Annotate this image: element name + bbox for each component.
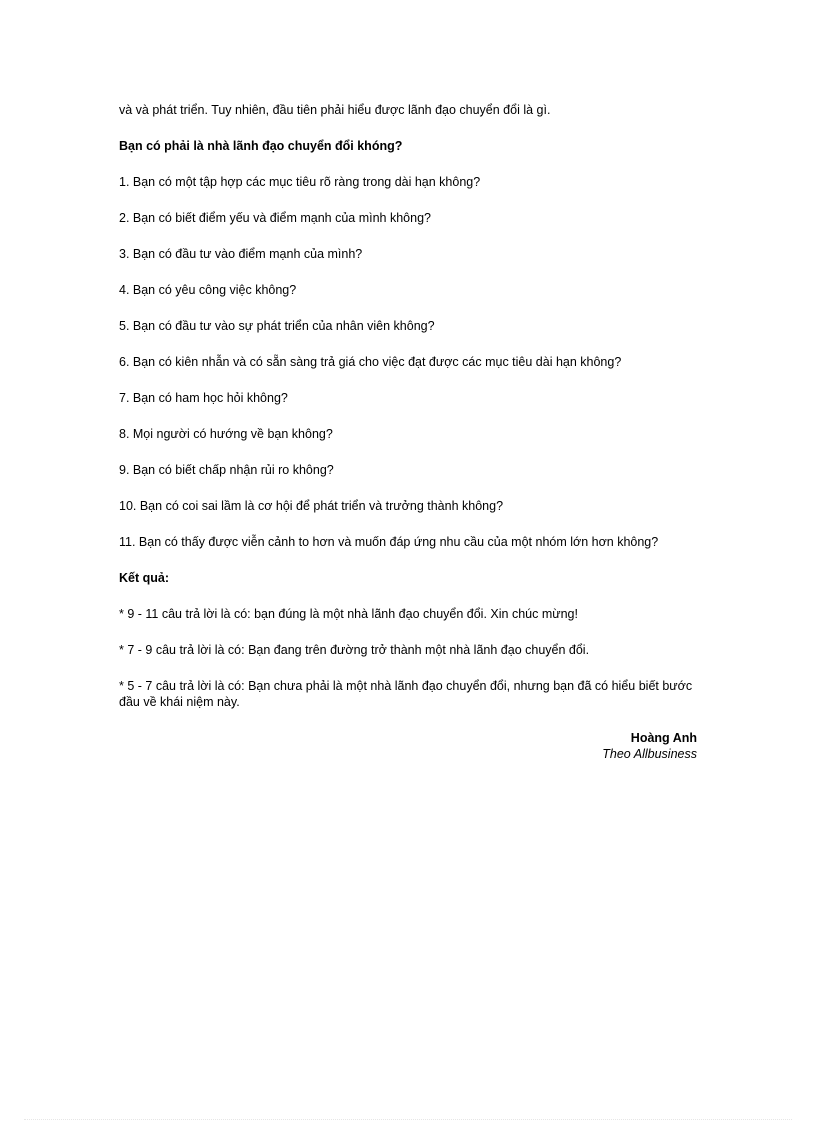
question-item: 9. Bạn có biết chấp nhận rủi ro không?: [119, 463, 334, 477]
question-heading: Bạn có phải là nhà lãnh đạo chuyển đổi khóng?: [119, 139, 403, 153]
question-item: 6. Bạn có kiên nhẫn và có sẵn sàng trả giá cho việc đạt được các mục tiêu dài hạn không?: [119, 355, 622, 369]
question-item: 11. Bạn có thấy được viễn cảnh to hơn và muốn đáp ứng nhu cầu của một nhóm lớn hơn không?: [119, 535, 659, 549]
question-item: 1. Bạn có một tập hợp các mục tiêu rõ ràng trong dài hạn không?: [119, 175, 481, 189]
result-item: * 7 - 9 câu trả lời là có: Bạn đang trên đường trở thành một nhà lãnh đạo chuyển đổi.: [119, 643, 590, 657]
result-item: * 9 - 11 câu trả lời là có: bạn đúng là một nhà lãnh đạo chuyển đổi. Xin chúc mừng!: [119, 607, 578, 621]
document-body: [119, 102, 699, 762]
signature-block: [119, 730, 697, 762]
question-item: 2. Bạn có biết điểm yếu và điểm mạnh của mình không?: [119, 211, 431, 225]
results-list: [119, 606, 699, 710]
question-item: 7. Bạn có ham học hỏi không?: [119, 391, 288, 405]
results-heading: Kết quả:: [119, 571, 169, 585]
author-name: Hoàng Anh: [630, 731, 697, 745]
article-source: Theo Allbusiness: [602, 747, 697, 761]
page-bottom-divider: [24, 1119, 792, 1120]
intro-paragraph: và và phát triển. Tuy nhiên, đầu tiên phải hiểu được lãnh đạo chuyển đổi là gì.: [119, 103, 551, 117]
question-list: [119, 174, 699, 550]
question-item: 8. Mọi người có hướng về bạn không?: [119, 427, 333, 441]
question-item: 3. Bạn có đầu tư vào điểm mạnh của mình?: [119, 247, 363, 261]
question-item: 4. Bạn có yêu công việc không?: [119, 283, 297, 297]
result-item: * 5 - 7 câu trả lời là có: Bạn chưa phải là một nhà lãnh đạo chuyển đổi, nhưng bạn đã có hiểu biết bước đầu về khái niệm này.: [119, 679, 693, 709]
question-item: 10. Bạn có coi sai lầm là cơ hội để phát triển và trưởng thành không?: [119, 499, 504, 513]
question-item: 5. Bạn có đầu tư vào sự phát triển của nhân viên không?: [119, 319, 435, 333]
